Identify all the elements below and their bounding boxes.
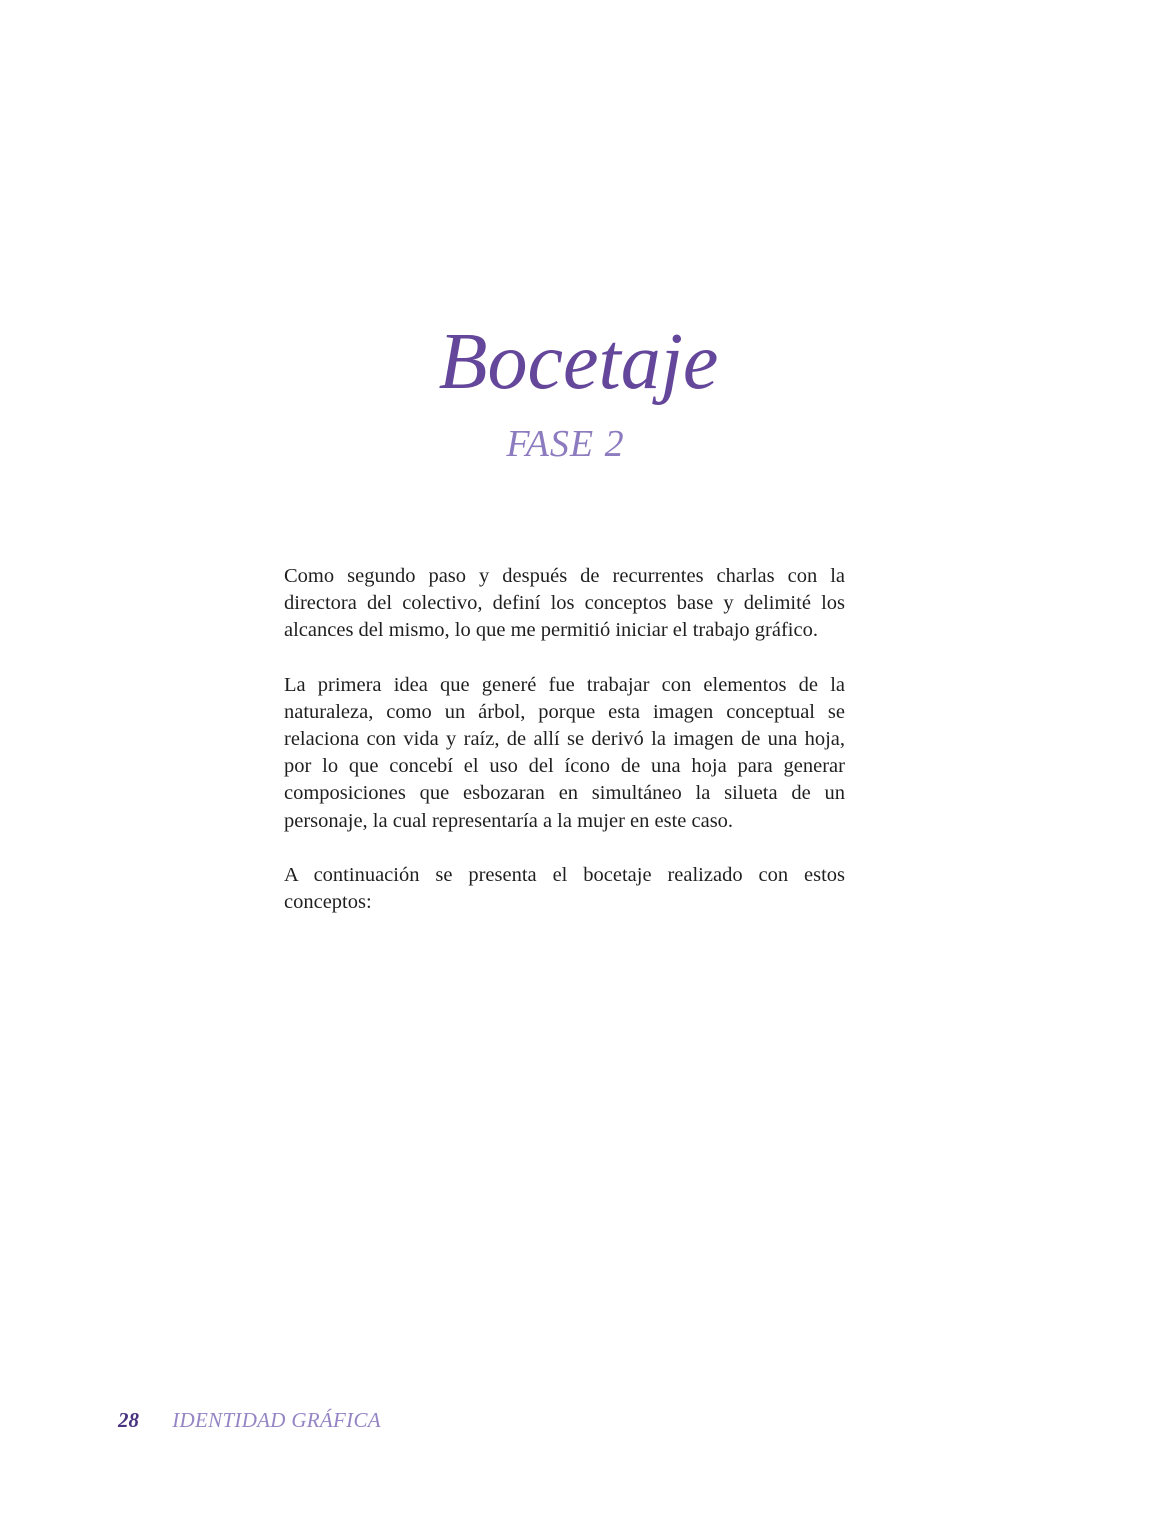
paragraph-2: La primera idea que generé fue trabajar con elementos de la naturaleza, como un árbol, porque esta imagen conceptual se relaciona con vida y raíz, de allí se derivó la imagen de una hoja, por lo que concebí el uso del ícono de una hoja para generar composiciones que esbozaran en simultáneo la silueta de un personaje, la cual representaría a la mujer en este caso. [284, 673, 845, 832]
page-title: Bocetaje [438, 318, 719, 406]
page-footer [118, 1408, 381, 1433]
body-text [284, 563, 845, 943]
paragraph-3: A continuación se presenta el bocetaje realizado con estos conceptos: [284, 863, 845, 914]
page-number: 28 [118, 1408, 139, 1432]
section-name: IDENTIDAD GRÁFICA [172, 1408, 381, 1432]
page-subtitle: FASE 2 [506, 423, 625, 465]
paragraph-1: Como segundo paso y después de recurrentes charlas con la directora del colectivo, definí los conceptos base y delimité los alcances del mismo, lo que me permitió iniciar el trabajo gráfico. [284, 565, 845, 642]
